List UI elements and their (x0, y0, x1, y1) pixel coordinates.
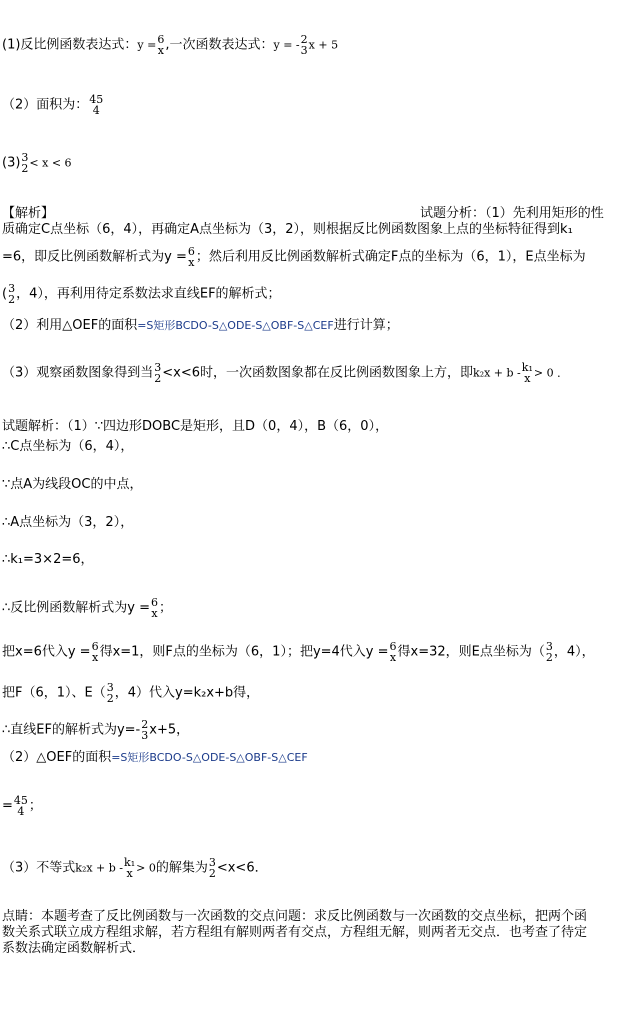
text: ，4）， (553, 644, 595, 660)
denominator: x (91, 651, 99, 664)
numerator: 2 (141, 718, 149, 731)
answer-1-linear-lhs: y = - (273, 38, 300, 52)
denominator: x (157, 44, 164, 57)
inequality-lhs: k₂x + b - (75, 861, 124, 875)
text: <x<6． (216, 860, 268, 876)
area-formula: =S矩形BCDO-S△ODE-S△OBF-S△CEF (137, 319, 334, 332)
solution-line-7 (2, 641, 595, 663)
fraction (92, 641, 99, 663)
fraction (89, 94, 103, 116)
solution-line-9 (2, 719, 189, 741)
numerator: 45 (13, 794, 28, 807)
answer-1-inverse-lhs: y = (137, 38, 157, 52)
numerator: 3 (106, 681, 114, 694)
text: 进行计算； (333, 318, 399, 333)
denominator: 2 (208, 867, 216, 880)
fraction (141, 719, 148, 741)
fraction (14, 795, 28, 817)
numerator: k₁ (124, 856, 136, 869)
text: 把F（6，1）、E（ (2, 685, 106, 701)
numerator: 6 (187, 245, 195, 258)
numerator: 2 (300, 33, 308, 46)
fraction (522, 362, 533, 384)
text: <x<6时，一次函数图象都在反比例函数图象上方，即 (162, 365, 474, 381)
fraction (107, 682, 114, 704)
comment-line-2: 数关系式联立成方程组求解，若方程组有解则两者有交点，方程组无解，则两者无交点．也考查了待定 (2, 925, 588, 940)
solution-line-4: ∴A点坐标为（3，2）， (2, 515, 134, 530)
comment-line-1: 点睛：本题考查了反比例函数与一次函数的交点问题：求反比例函数与一次函数的交点坐标，把两个函 (2, 909, 588, 924)
denominator: 2 (21, 162, 29, 175)
analysis-line-5 (2, 362, 568, 384)
text: x+5， (149, 722, 190, 738)
solution-line-8 (2, 682, 259, 704)
fraction (209, 857, 216, 879)
denominator: 2 (8, 293, 16, 306)
numerator: 3 (545, 640, 553, 653)
text: （3）不等式 (2, 860, 76, 876)
text: （2）△OEF的面积 (2, 750, 112, 765)
answer-2-label: （2）面积为： (2, 97, 89, 113)
denominator: x (151, 607, 158, 620)
solution-line-3: ∵点A为线段OC的中点， (2, 477, 143, 492)
fraction (188, 246, 195, 268)
analysis-title: 【解析】 (2, 206, 55, 221)
text: 的解集为 (155, 860, 208, 876)
numerator: 6 (389, 640, 397, 653)
answer-1 (2, 34, 338, 56)
denominator: 4 (92, 104, 100, 117)
fraction (157, 34, 164, 56)
denominator: x (389, 651, 397, 664)
analysis-line-1: 质确定C点坐标（6，4），再确定A点坐标为（3，2），则根据反比例函数图象上点的坐标特征得到k₁ (2, 222, 573, 237)
denominator: 3 (141, 729, 149, 742)
fraction (21, 152, 28, 174)
analysis-line-2 (2, 246, 586, 268)
analysis-head: 试题分析：（1）先利用矩形的性 (420, 206, 604, 221)
text: ，4），再利用待定系数法求直线EF的解析式； (16, 286, 281, 302)
solution-line-6 (2, 597, 172, 619)
inequality-lhs: k₂x + b - (473, 366, 521, 380)
solution-line-1: 试题解析：（1）∵四边形DOBC是矩形，且D（0，4），B（6，0）， (2, 419, 389, 434)
denominator: x (126, 867, 133, 880)
numerator: k₁ (521, 361, 533, 374)
text: 把x=6代入y = (2, 644, 91, 660)
text: ； (159, 600, 173, 616)
denominator: 3 (300, 44, 308, 57)
fraction (151, 597, 158, 619)
answer-3 (2, 152, 72, 174)
answer-2 (2, 94, 104, 116)
text: ( (2, 286, 8, 302)
numerator: 3 (21, 151, 29, 164)
solution-line-10 (2, 750, 308, 766)
inequality-rhs: > 0 ． (533, 366, 569, 380)
text: ； (28, 798, 42, 814)
text: ∴反比例函数解析式为y = (2, 600, 150, 616)
denominator: 2 (545, 651, 553, 664)
fraction (124, 857, 135, 879)
numerator: 6 (91, 640, 99, 653)
answer-1-mid: ,一次函数表达式： (165, 37, 274, 53)
solution-line-11 (2, 795, 42, 817)
text: 得x=1，则F点的坐标为（6，1）；把y=4代入y = (99, 644, 389, 660)
fraction (301, 34, 308, 56)
fraction (154, 362, 161, 384)
inequality-rhs: > 0 (136, 861, 156, 875)
fraction (390, 641, 397, 663)
text: 得x=32，则E点坐标为（ (397, 644, 545, 660)
text: ，4）代入y=k₂x+b得， (114, 685, 260, 701)
answer-1-label: (1)反比例函数表达式： (2, 37, 138, 53)
answer-3-rest: < x < 6 (29, 156, 72, 170)
numerator: 3 (8, 282, 16, 295)
text: ；然后利用反比例函数解析式确定F点的坐标为（6，1），E点坐标为 (195, 249, 586, 265)
numerator: 6 (157, 33, 165, 46)
comment-line-3: 系数法确定函数解析式． (2, 941, 146, 956)
fraction (546, 641, 553, 663)
text: =6，即反比例函数解析式为y = (2, 249, 187, 265)
denominator: 4 (17, 805, 25, 818)
denominator: x (524, 372, 531, 385)
area-formula: =S矩形BCDO-S△ODE-S△OBF-S△CEF (111, 751, 308, 764)
analysis-line-3 (2, 283, 281, 305)
numerator: 45 (89, 93, 104, 106)
text: = (2, 798, 13, 814)
solution-line-5: ∴k₁=3×2=6， (2, 552, 94, 567)
numerator: 6 (151, 596, 158, 609)
denominator: x (188, 256, 195, 269)
answer-1-linear-rhs: x + 5 (308, 38, 339, 52)
numerator: 3 (154, 361, 162, 374)
denominator: 2 (106, 692, 114, 705)
analysis-line-4 (2, 318, 399, 334)
fraction (8, 283, 15, 305)
text: （2）利用△OEF的面积 (2, 318, 138, 333)
numerator: 3 (208, 856, 216, 869)
answer-3-label: (3) (2, 155, 21, 171)
text: （3）观察函数图象得到当 (2, 365, 154, 381)
solution-line-12 (2, 857, 268, 879)
denominator: 2 (154, 372, 162, 385)
solution-line-2: ∴C点坐标为（6，4）， (2, 439, 134, 454)
text: ∴直线EF的解析式为y=- (2, 722, 141, 738)
